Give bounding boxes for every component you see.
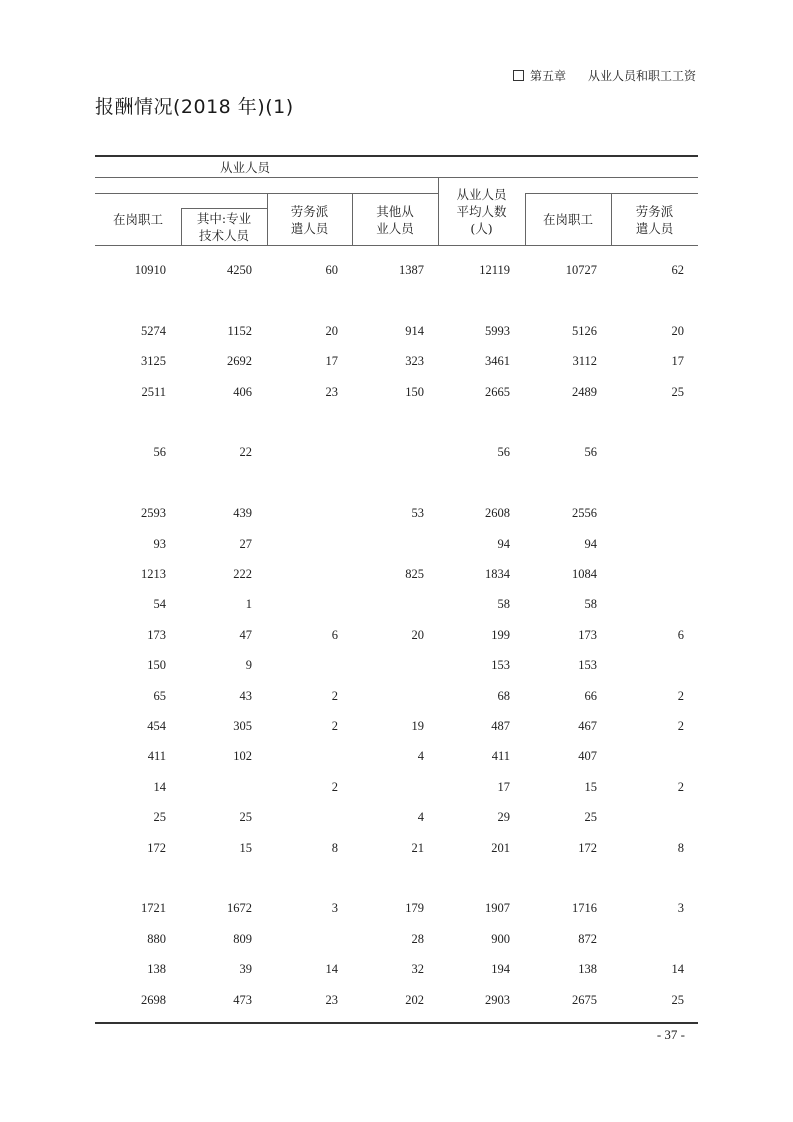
column-header-line: 平均人数 (456, 204, 507, 219)
table-cell (354, 414, 424, 430)
table-cell: 825 (405, 567, 424, 581)
table-cell: 58 (497, 597, 510, 611)
column-header-line: 从业人员 (456, 187, 507, 202)
table-cell: 6 (331, 628, 338, 642)
table-cell (268, 414, 338, 430)
column-header (438, 186, 525, 237)
table-cell: 56 (584, 445, 597, 459)
table-cell: 27 (239, 537, 252, 551)
table-cell: 1716 (572, 901, 597, 915)
column-header (181, 210, 267, 244)
table-cell (182, 779, 252, 795)
table-cell: 2 (331, 719, 338, 733)
table-cell: 20 (411, 628, 424, 642)
chapter-number: 第五章 (529, 69, 566, 83)
table-cell (96, 870, 166, 886)
table-cell: 5993 (485, 324, 510, 338)
table-cell: 10910 (134, 263, 166, 277)
table-cell (268, 536, 338, 552)
table-cell: 2556 (572, 506, 597, 520)
column-header-line: 其他从 (376, 204, 414, 219)
column-header-line: 劳务派 (635, 204, 674, 219)
column-header (352, 203, 438, 237)
table-cell: 47 (239, 628, 252, 642)
table-cell: 2675 (572, 993, 597, 1007)
table-cell (268, 596, 338, 612)
table-cell: 56 (497, 445, 510, 459)
table-cell: 15 (239, 841, 252, 855)
table-cell: 201 (491, 841, 510, 855)
table-top-rule (95, 155, 698, 157)
table-cell: 25 (153, 810, 166, 824)
table-cell (96, 414, 166, 430)
table-cell: 199 (491, 628, 510, 642)
table-cell (527, 292, 597, 308)
table-cell: 439 (233, 506, 252, 520)
table-cell: 222 (233, 567, 252, 581)
table-cell: 2 (331, 780, 338, 794)
table-cell: 467 (578, 719, 597, 733)
chapter-header (513, 67, 696, 84)
table-cell (614, 536, 684, 552)
table-cell: 2 (677, 689, 684, 703)
table-cell: 4 (417, 749, 424, 763)
table-cell: 809 (233, 932, 252, 946)
table-cell (96, 475, 166, 491)
table-cell: 66 (584, 689, 597, 703)
table-cell (614, 748, 684, 764)
table-cell: 32 (411, 962, 424, 976)
table-cell: 2692 (227, 354, 252, 368)
column-header-line: 技术人员 (198, 228, 249, 243)
table-cell (268, 748, 338, 764)
table-cell (354, 292, 424, 308)
column-header-line: 遣人员 (290, 221, 329, 236)
table-cell: 68 (497, 689, 510, 703)
table-cell: 153 (491, 658, 510, 672)
table-cell: 305 (233, 719, 252, 733)
table-cell (614, 657, 684, 673)
table-cell: 17 (325, 354, 338, 368)
table-cell: 14 (325, 962, 338, 976)
table-cell: 202 (405, 993, 424, 1007)
table-cell (268, 444, 338, 460)
table-cell: 62 (671, 263, 684, 277)
table-cell (354, 657, 424, 673)
table-cell (614, 505, 684, 521)
column-header-line: 在岗职工 (542, 212, 593, 227)
table-cell: 1 (245, 597, 252, 611)
column-header (267, 203, 352, 237)
table-cell: 411 (491, 749, 510, 763)
table-cell: 43 (239, 689, 252, 703)
table-cell: 17 (497, 780, 510, 794)
page-number: - 37 - (656, 1027, 685, 1042)
table-cell: 454 (147, 719, 166, 733)
table-cell (182, 414, 252, 430)
table-cell (182, 475, 252, 491)
table-cell (527, 870, 597, 886)
table-cell (614, 931, 684, 947)
table-cell (354, 444, 424, 460)
table-cell (268, 505, 338, 521)
table-cell (268, 809, 338, 825)
table-cell: 3112 (572, 354, 597, 368)
column-header-line: (人) (470, 221, 493, 236)
table-cell: 94 (584, 537, 597, 551)
table-cell: 872 (578, 932, 597, 946)
table-cell (268, 292, 338, 308)
table-cell: 194 (491, 962, 510, 976)
column-header-line: 在岗职工 (112, 212, 163, 227)
table-cell (614, 444, 684, 460)
table-cell: 150 (405, 385, 424, 399)
table-cell: 3 (677, 901, 684, 915)
column-header (525, 211, 611, 228)
table-cell: 179 (405, 901, 424, 915)
table-cell: 2903 (485, 993, 510, 1007)
table-cell (614, 414, 684, 430)
table-cell: 53 (411, 506, 424, 520)
table-cell (614, 870, 684, 886)
table-cell: 8 (331, 841, 338, 855)
table-cell: 21 (411, 841, 424, 855)
table-cell: 39 (239, 962, 252, 976)
table-cell: 2593 (141, 506, 166, 520)
table-cell: 2 (677, 780, 684, 794)
table-cell (354, 536, 424, 552)
table-cell: 102 (233, 749, 252, 763)
header-rule-1 (95, 177, 698, 178)
table-cell: 25 (671, 993, 684, 1007)
table-cell: 54 (153, 597, 166, 611)
table-cell (440, 870, 510, 886)
table-cell: 8 (677, 841, 684, 855)
table-cell: 1721 (141, 901, 166, 915)
table-cell: 20 (671, 324, 684, 338)
column-header-line: 其中:专业 (196, 211, 252, 226)
table-cell: 25 (239, 810, 252, 824)
table-cell: 900 (491, 932, 510, 946)
table-cell: 19 (411, 719, 424, 733)
table-cell: 2489 (572, 385, 597, 399)
table-cell: 914 (405, 324, 424, 338)
table-cell: 17 (671, 354, 684, 368)
table-cell: 323 (405, 354, 424, 368)
table-bottom-rule (95, 1022, 698, 1024)
table-cell: 406 (233, 385, 252, 399)
subheader-rule (181, 208, 267, 209)
table-cell: 58 (584, 597, 597, 611)
table-cell (440, 292, 510, 308)
table-cell: 23 (325, 993, 338, 1007)
table-cell: 14 (153, 780, 166, 794)
table-cell: 65 (153, 689, 166, 703)
header-bottom-rule (95, 245, 698, 246)
table-cell: 15 (584, 780, 597, 794)
table-cell (268, 566, 338, 582)
table-cell: 173 (147, 628, 166, 642)
table-cell: 172 (147, 841, 166, 855)
table-cell: 487 (491, 719, 510, 733)
table-cell: 1084 (572, 567, 597, 581)
table-cell (614, 292, 684, 308)
table-cell: 2 (677, 719, 684, 733)
column-header (611, 203, 698, 237)
table-cell (354, 779, 424, 795)
table-cell: 2698 (141, 993, 166, 1007)
table-cell: 1907 (485, 901, 510, 915)
table-cell: 93 (153, 537, 166, 551)
table-cell: 12119 (479, 263, 510, 277)
page-title: 报酬情况(2018 年)(1) (95, 96, 294, 118)
table-cell: 1213 (141, 567, 166, 581)
table-cell (182, 292, 252, 308)
table-cell: 138 (578, 962, 597, 976)
table-cell (614, 809, 684, 825)
table-cell (614, 475, 684, 491)
table-cell: 10727 (565, 263, 597, 277)
table-cell (96, 292, 166, 308)
table-cell: 9 (245, 658, 252, 672)
table-cell: 25 (671, 385, 684, 399)
table-cell: 880 (147, 932, 166, 946)
table-cell: 2608 (485, 506, 510, 520)
table-cell: 2511 (141, 385, 166, 399)
table-cell: 5274 (141, 324, 166, 338)
table-cell: 23 (325, 385, 338, 399)
table-cell: 4 (417, 810, 424, 824)
table-cell: 138 (147, 962, 166, 976)
column-header-line: 劳务派 (290, 204, 329, 219)
table-cell (527, 414, 597, 430)
table-cell (440, 414, 510, 430)
table-cell: 60 (325, 263, 338, 277)
table-cell: 3461 (485, 354, 510, 368)
column-header-line: 业人员 (376, 221, 414, 236)
table-cell: 1152 (227, 324, 252, 338)
table-cell (354, 688, 424, 704)
chapter-title: 从业人员和职工工资 (587, 69, 696, 83)
table-cell (614, 566, 684, 582)
table-cell: 2 (331, 689, 338, 703)
table-cell: 172 (578, 841, 597, 855)
table-cell: 14 (671, 962, 684, 976)
table-cell: 1387 (399, 263, 424, 277)
table-cell: 20 (325, 324, 338, 338)
table-cell: 94 (497, 537, 510, 551)
square-marker-icon (513, 70, 524, 81)
table-cell (527, 475, 597, 491)
table-cell (268, 475, 338, 491)
table-cell: 173 (578, 628, 597, 642)
table-cell (354, 870, 424, 886)
table-cell: 473 (233, 993, 252, 1007)
table-cell: 1672 (227, 901, 252, 915)
table-cell: 29 (497, 810, 510, 824)
table-cell: 2665 (485, 385, 510, 399)
table-cell (182, 870, 252, 886)
table-cell (268, 931, 338, 947)
table-cell: 5126 (572, 324, 597, 338)
table-cell: 3 (331, 901, 338, 915)
table-cell: 56 (153, 445, 166, 459)
table-cell: 6 (677, 628, 684, 642)
table-cell: 407 (578, 749, 597, 763)
table-cell (268, 870, 338, 886)
table-cell (354, 596, 424, 612)
table-cell: 4250 (227, 263, 252, 277)
table-cell: 150 (147, 658, 166, 672)
table-cell (440, 475, 510, 491)
table-cell: 1834 (485, 567, 510, 581)
table-cell (268, 657, 338, 673)
table-cell: 25 (584, 810, 597, 824)
table-cell: 411 (147, 749, 166, 763)
column-header (95, 211, 181, 228)
table-cell: 28 (411, 932, 424, 946)
table-cell (614, 596, 684, 612)
table-cell: 22 (239, 445, 252, 459)
column-header-line: 遣人员 (635, 221, 674, 236)
table-cell: 153 (578, 658, 597, 672)
table-cell: 3125 (141, 354, 166, 368)
table-cell (354, 475, 424, 491)
group-header: 从业人员 (219, 160, 270, 175)
